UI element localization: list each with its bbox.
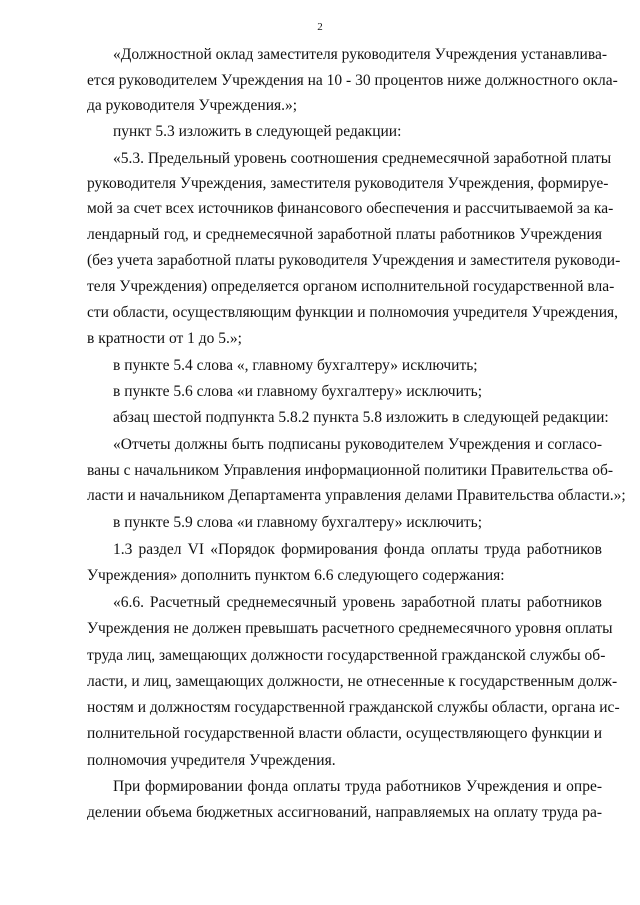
text-line: Учреждения не должен превышать расчетного среднемесячного уровня оплаты — [87, 620, 613, 637]
text-line: ваны с начальником Управления информационной политики Правительства об- — [87, 462, 614, 479]
text-line: руководителя Учреждения, заместителя руководителя Учреждения, формируе- — [87, 175, 609, 192]
text-line: «Должностной оклад заместителя руководителя Учреждения устанавлива- — [113, 46, 607, 63]
text-line: сти области, осуществляющим функции и полномочия учредителя Учреждения, — [87, 304, 619, 321]
text-line: в пункте 5.6 слова «и главному бухгалтеру» исключить; — [113, 383, 483, 400]
text-line: ется руководителем Учреждения на 10 - 30 процентов ниже должностного окла- — [87, 72, 618, 89]
page-number: 2 — [317, 21, 323, 33]
text-line: делении объема бюджетных ассигнований, направляемых на оплату труда ра- — [87, 804, 602, 821]
text-line: теля Учреждения) определяется органом исполнительной государственной вла- — [87, 278, 615, 295]
text-line: «Отчеты должны быть подписаны руководителем Учреждения и согласо- — [113, 436, 602, 453]
text-line: При формировании фонда оплаты труда работников Учреждения и опре- — [113, 778, 602, 795]
text-line: труда лиц, замещающих должности государственной гражданской службы об- — [87, 647, 606, 664]
text-line: полномочия учредителя Учреждения. — [87, 752, 336, 769]
text-line: Учреждения» дополнить пунктом 6.6 следующего содержания: — [87, 567, 505, 584]
text-line: ласти, и лиц, замещающих должности, не отнесенные к государственным долж- — [87, 673, 618, 690]
text-line: в пункте 5.4 слова «, главному бухгалтеру» исключить; — [113, 357, 478, 374]
text-line: «5.3. Предельный уровень соотношения среднемесячной заработной платы — [113, 150, 612, 167]
text-line: ласти и начальником Департамента управления делами Правительства области.»; — [87, 487, 626, 504]
text-line: да руководителя Учреждения.»; — [87, 97, 298, 114]
text-line: в пункте 5.9 слова «и главному бухгалтеру» исключить; — [113, 514, 483, 531]
text-line: абзац шестой подпункта 5.8.2 пункта 5.8 изложить в следующей редакции: — [113, 409, 609, 426]
text-line: 1.3 раздел VI «Порядок формирования фонда оплаты труда работников — [113, 541, 602, 558]
text-line: ностям и должностям государственной гражданской службы области, органа ис- — [87, 699, 620, 716]
text-line: в кратности от 1 до 5.»; — [87, 330, 242, 347]
text-line: мой за счет всех источников финансового обеспечения и рассчитываемой за ка- — [87, 200, 614, 217]
text-line: пункт 5.3 изложить в следующей редакции: — [113, 123, 402, 140]
text-line: (без учета заработной платы руководителя Учреждения и заместителя руководи- — [87, 252, 621, 269]
text-line: полнительной государственной власти области, осуществляющего функции и — [87, 725, 602, 742]
text-line: лендарный год, и среднемесячной заработной платы работников Учреждения — [87, 226, 602, 243]
text-line: «6.6. Расчетный среднемесячный уровень заработной платы работников — [113, 594, 602, 611]
